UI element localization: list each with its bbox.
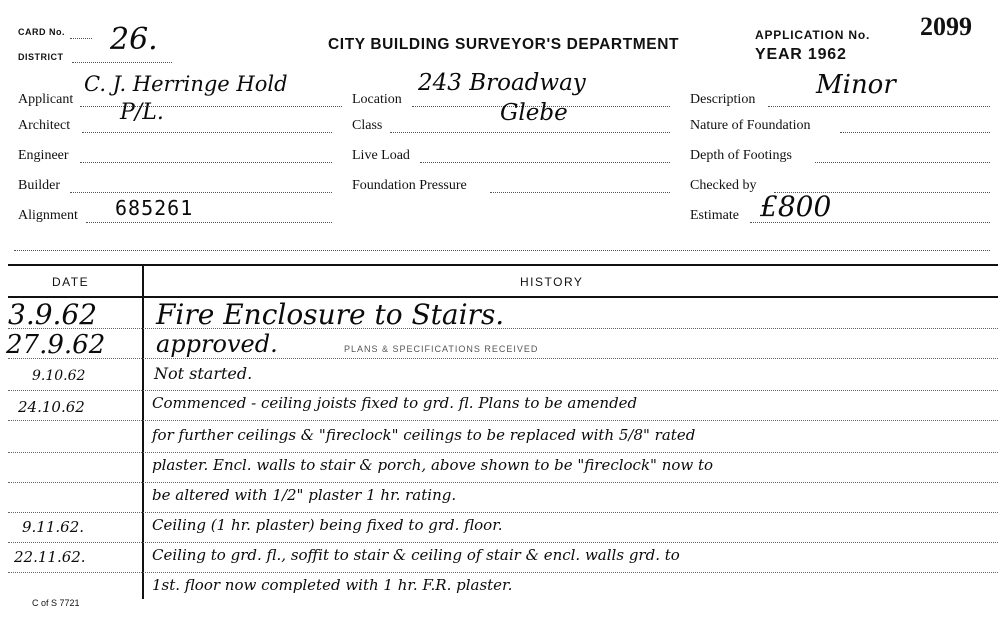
description-value: Minor: [816, 70, 896, 100]
architect-value: P/L.: [120, 100, 164, 125]
foundation-pressure-label: Foundation Pressure: [352, 178, 467, 193]
description-label: Description: [690, 92, 756, 107]
form-code: C of S 7721: [32, 598, 80, 608]
history-text: Ceiling to grd. fl., soffit to stair & ceiling of stair & encl. walls grd. to: [152, 546, 680, 564]
application-label: APPLICATION No.: [755, 28, 871, 42]
nature-of-foundation-line: [840, 132, 990, 133]
history-text: Not started.: [154, 364, 253, 383]
history-line: [8, 358, 998, 359]
history-date: 24.10.62: [18, 398, 85, 416]
application-number: 2099: [920, 12, 972, 41]
class-label: Class: [352, 118, 383, 133]
history-line: [8, 482, 998, 483]
engineer-label: Engineer: [18, 148, 69, 163]
history-date: 9.10.62: [32, 368, 86, 384]
card-no-label: CARD No.: [18, 27, 65, 37]
history-line: [8, 452, 998, 453]
history-text: plaster. Encl. walls to stair & porch, above shown to be "fireclock" now to: [152, 456, 714, 474]
class-line: [390, 132, 670, 133]
history-text: Fire Enclosure to Stairs.: [156, 298, 505, 331]
history-line: [8, 512, 998, 513]
nature-of-foundation-label: Nature of Foundation: [690, 118, 811, 133]
received-stamp: PLANS & SPECIFICATIONS RECEIVED: [344, 344, 539, 354]
history-date: 27.9.62: [6, 330, 106, 360]
depth-of-footings-line: [815, 162, 990, 163]
estimate-label: Estimate: [690, 208, 739, 223]
estimate-value: £800: [760, 190, 832, 223]
history-text: for further ceilings & "fireclock" ceilings to be replaced with 5/8" rated: [152, 426, 696, 444]
history-date: 9.11.62.: [22, 518, 85, 536]
history-line: [8, 420, 998, 421]
blank-line: [14, 250, 990, 251]
engineer-line: [80, 162, 332, 163]
district-line: [72, 62, 172, 63]
history-date: 3.9.62: [8, 298, 98, 331]
applicant-value: C. J. Herringe Hold: [84, 72, 288, 96]
live-load-line: [420, 162, 670, 163]
date-column-divider: [142, 264, 144, 599]
history-text: be altered with 1/2" plaster 1 hr. rating.: [152, 486, 457, 504]
depth-of-footings-label: Depth of Footings: [690, 148, 792, 163]
applicant-label: Applicant: [18, 92, 74, 107]
history-line: [8, 542, 998, 543]
date-column-header: DATE: [52, 275, 90, 289]
live-load-label: Live Load: [352, 148, 410, 163]
district-value: 26.: [110, 22, 158, 57]
alignment-value: 685261: [115, 196, 194, 220]
history-top-rule: [8, 264, 998, 266]
history-line: [8, 572, 998, 573]
year-label: YEAR 1962: [755, 46, 847, 63]
builder-line: [70, 192, 332, 193]
location-label: Location: [352, 92, 402, 107]
department-title: CITY BUILDING SURVEYOR'S DEPARTMENT: [328, 36, 680, 53]
history-column-header: HISTORY: [520, 275, 584, 289]
builder-label: Builder: [18, 178, 60, 193]
class-value: Glebe: [500, 100, 568, 126]
location-value: 243 Broadway: [418, 70, 586, 96]
description-line: [768, 106, 990, 107]
district-label: DISTRICT: [18, 52, 64, 62]
history-text: Commenced - ceiling joists fixed to grd. fl. Plans to be amended: [152, 394, 638, 412]
card-no-line: [70, 38, 92, 39]
history-text: Ceiling (1 hr. plaster) being fixed to grd. floor.: [152, 516, 503, 534]
alignment-line: [86, 222, 332, 223]
history-text: approved.: [156, 330, 278, 358]
checked-by-label: Checked by: [690, 178, 757, 193]
history-line: [8, 390, 998, 391]
alignment-label: Alignment: [18, 208, 78, 223]
history-date: 22.11.62.: [14, 548, 86, 566]
foundation-pressure-line: [490, 192, 670, 193]
architect-line: [82, 132, 332, 133]
architect-label: Architect: [18, 118, 71, 133]
history-text: 1st. floor now completed with 1 hr. F.R. plaster.: [152, 576, 513, 594]
